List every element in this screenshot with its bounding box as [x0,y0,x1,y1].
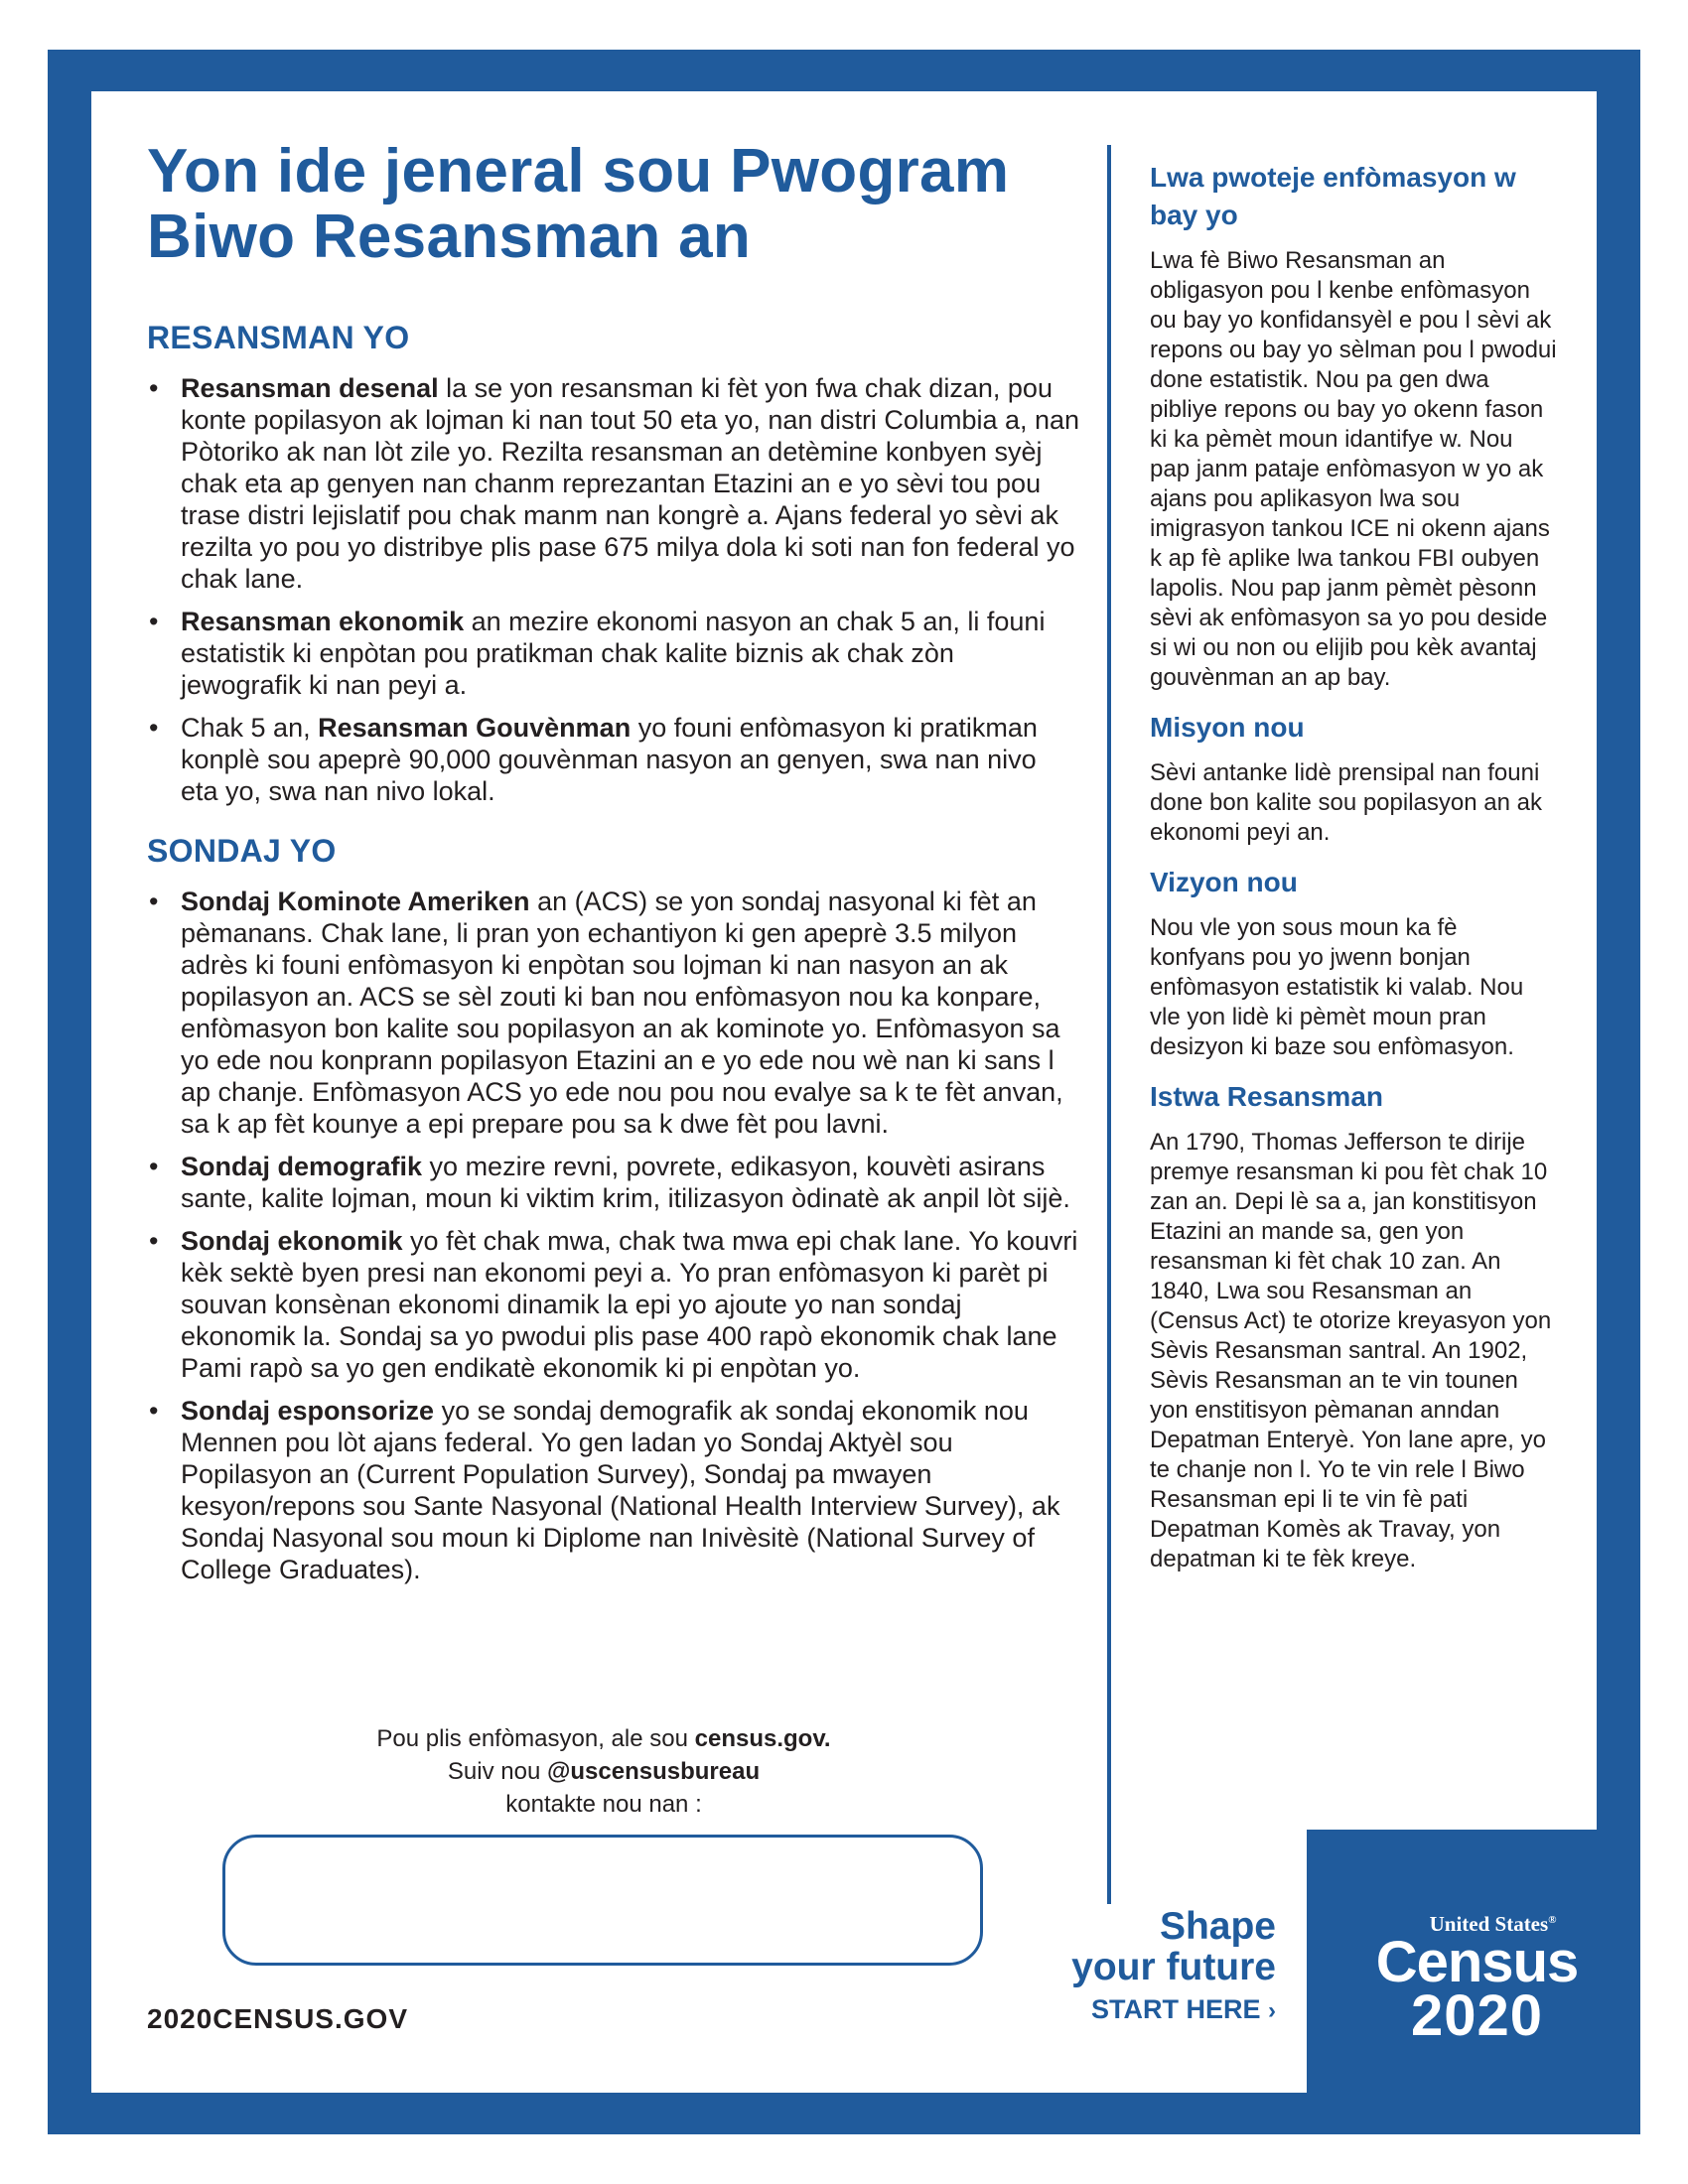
website-link[interactable]: census.gov. [694,1725,831,1752]
survey-section-heading: SONDAJ YO [147,833,337,869]
tagline-line1: Shape [1159,1905,1276,1948]
census-2020-logo [1360,1908,1594,2048]
item-bold: Resansman desenal [181,373,439,403]
census-list [147,372,1080,807]
contact-line-local: kontakte nou nan : [505,1791,702,1818]
contact-line-social [147,1755,1060,1788]
history-text: An 1790, Thomas Jefferson te dirije premye resansman ki pou fèt chak 10 zan an. Depi lè sa a, jan konstitisyon Etazini an mande sa, gen yon resansman ki fèt chak 10 zan. An 1840, Lwa sou Resansman an (Census Act) te otorize kreyasyon yon Sèvis Resansman santral. An 1902, Sèvis Resansman an te vin tounen yon enstitisyon pèmanan anndan Depatman Enteryè. Yon lane apre, yo te chanje non l. Yo te vin rele l Biwo Resansman epi li te vin fè pati Depatman Komès ak Travay, yon depatman ki te fèk kreye. [1150,1129,1552,1572]
contact-info [147,1722,1060,1821]
item-text: yo mezire revni, povrete, edikasyon, kouvèti asirans sante, kalite lojman, moun ki viktim krim, itilizasyon òdinatè ak anpil lòt sijè. [181,1152,1070,1213]
social-handle[interactable]: @uscensusbureau [546,1758,761,1785]
vision-text: Nou vle yon sous moun ka fè konfyans pou yo jwenn bonjan enfòmasyon estatistik ki valab. Nou vle yon lidè ki pèmèt moun pran desizyon ki baze sou enfòmasyon. [1150,914,1524,1060]
item-bold: Sondaj esponsorize [181,1396,435,1426]
registered-mark: ® [1548,1914,1557,1926]
list-item [147,886,1080,1140]
item-bold: Sondaj demografik [181,1152,423,1181]
logo-year: 2020 [1410,1983,1544,2048]
list-item [147,606,1080,701]
logo-text: United States [1429,1912,1549,1936]
start-here-text: START HERE [1090,1994,1261,2024]
list-item [147,1151,1080,1214]
item-bold: Resansman ekonomik [181,607,465,636]
list-item [147,712,1080,807]
item-bold: Resansman Gouvènman [318,713,632,743]
item-text: la se yon resansman ki fèt yon fwa chak dizan, pou konte popilasyon ak lojman ki nan tout 50 eta yo, nan distri Columbia a, nan Pòtoriko ak nan lòt zile yo. Rezilta resansman an detèmine konbyen syèj chak eta ap genyen nan chanm reprezantan Etazini an e yo sèvi tou pou trase distri lejislatif pou chak manm nan kongrè a. Ajans federal yo sèvi ak rezilta yo pou yo distribye plis pase 675 milya dola ki soti nan fon federal yo chak lane. [181,373,1080,594]
item-text: yo founi enfòmasyon ki pratikman konplè sou apeprè 90,000 gouvènman nasyon an genyen, swa nan nivo eta yo, swa nan nivo lokal. [181,713,1038,806]
page-title: Yon ide jeneral sou Pwogram Biwo Resansman an [147,137,1010,271]
local-contact-box [222,1835,983,1966]
list-item [147,1395,1080,1585]
item-bold: Sondaj Kominote Ameriken [181,887,530,916]
contact-text: Pou plis enfòmasyon, ale sou [376,1725,695,1752]
list-item [147,372,1080,595]
item-text: yo fèt chak mwa, chak twa mwa epi chak lane. Yo kouvri kèk sektè byen presi nan ekonomi peyi a. Yo pran enfòmasyon ki parèt pi souvan konsènan ekonomi dinamik la epi yo ajoute yo nan sondaj ekonomik la. Sondaj sa yo pwodui plis pase 400 rapò ekonomik chak lane Pami rapò sa yo gen endikatè ekonomik ki pi enpòtan yo. [181,1226,1078,1383]
tagline [1033,1906,1276,2029]
survey-list [147,886,1080,1585]
footer-site-link[interactable]: 2020CENSUS.GOV [147,2003,408,2034]
column-divider [1107,145,1111,1904]
item-bold: Sondaj ekonomik [181,1226,403,1256]
item-text: yo se sondaj demografik ak sondaj ekonomik nou Mennen pou lòt ajans federal. Yo gen ladan yo Sondaj Aktyèl sou Popilasyon an (Current Population Survey), Sondaj pa mwayen kesyon/repons sou Sante Nasyonal (National Health Interview Survey), ak Sondaj Nasyonal sou moun ki Diplome nan Inivèsitè (National Survey of College Graduates). [181,1396,1060,1584]
contact-line-website [147,1722,1060,1755]
item-prefix: Chak 5 an, [181,713,319,743]
item-text: an mezire ekonomi nasyon an chak 5 an, li founi estatistik ki enpòtan pou pratikman chak kalite biznis ak chak zòn jewografik ki nan peyi a. [181,607,1046,700]
start-here-link[interactable] [1033,1991,1276,2029]
mission-heading: Misyon nou [1150,712,1305,743]
sidebar [1150,159,1557,1574]
contact-text: Suiv nou [447,1758,547,1785]
tagline-line2: your future [1071,1946,1276,1988]
main-column [147,139,1080,1596]
mission-text: Sèvi antanke lidè prensipal nan founi done bon kalite sou popilasyon an ak ekonomi peyi an. [1150,759,1542,846]
history-heading: Istwa Resansman [1150,1081,1383,1112]
protection-heading: Lwa pwoteje enfòmasyon w bay yo [1150,162,1516,230]
protection-text: Lwa fè Biwo Resansman an obligasyon pou l kenbe enfòmasyon ou bay yo konfidansyèl e pou l sèvi ak repons ou bay yo sèlman pou l pwodui done estatistik. Nou pa gen dwa pibliye repons ou bay yo okenn fason ki ka pèmèt moun idantifye w. Nou pap janm pataje enfòmasyon w yo ak ajans pou aplikasyon lwa sou imigrasyon tankou ICE ni okenn ajans k ap fè aplike lwa tankou FBI oubyen lapolis. Nou pap janm pèmèt pèsonn sèvi ak enfòmasyon sa yo pou deside si wi ou non ou elijib pou kèk avantaj gouvènman an ap bay. [1150,247,1557,691]
logo-census: Census [1375,1930,1579,1994]
vision-heading: Vizyon nou [1150,867,1298,897]
list-item [147,1225,1080,1384]
census-section-heading: RESANSMAN YO [147,320,410,355]
item-text: an (ACS) se yon sondaj nasyonal ki fèt an pèmanans. Chak lane, li pran yon echantiyon ki gen apeprè 3.5 milyon adrès ki founi enfòmasyon ki enpòtan sou lojman ki nan nasyon an ak popilasyon an. ACS se sèl zouti ki ban nou enfòmasyon nou ka konpare, enfòmasyon bon kalite sou popilasyon an ak kominote yo. Enfòmasyon sa yo ede nou konprann popilasyon Etazini an e yo ede nou wè nan ki sans l ap chanje. Enfòmasyon ACS yo ede nou pou nou evalye sa k te fèt anvan, sa k ap fèt kounye a epi prepare pou sa k dwe fèt pou lavni. [181,887,1063,1139]
chevron-right-icon: › [1268,1997,1276,2024]
